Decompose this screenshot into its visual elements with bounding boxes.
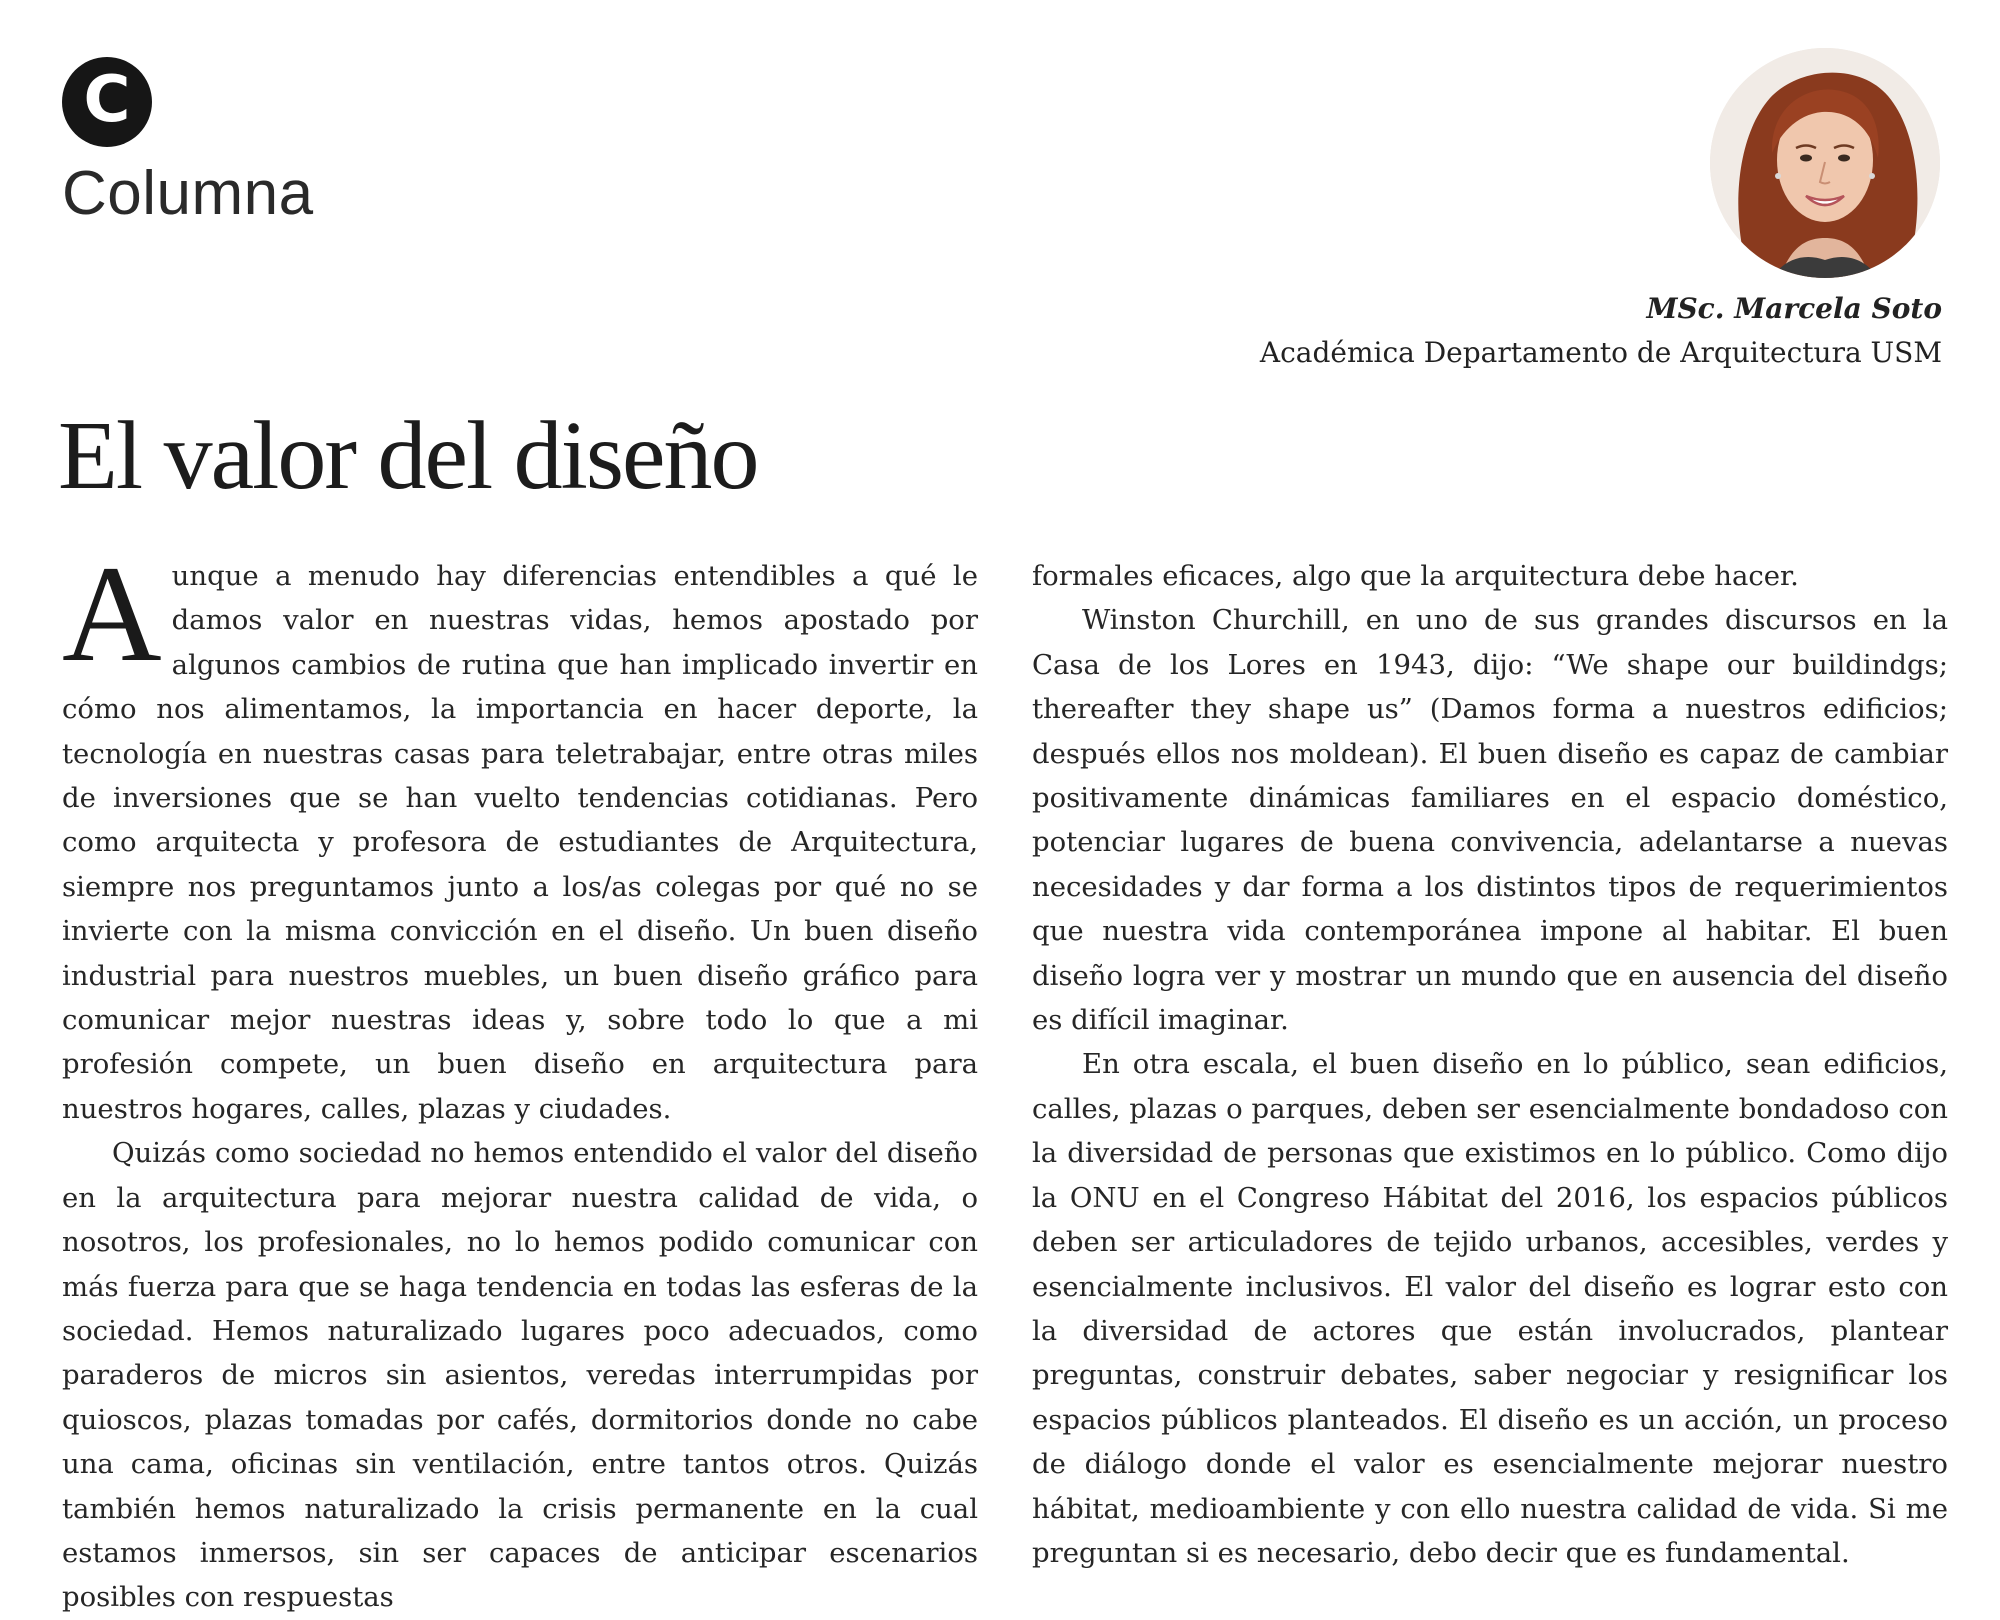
author-name: MSc. Marcela Soto — [1646, 292, 1942, 325]
article-column-left — [62, 537, 978, 1620]
author-role: Académica Departamento de Arquitectura USM — [1259, 336, 1942, 369]
article-paragraph: Quizás como sociedad no hemos entendido el valor del diseño en la arquitectura para mejorar nuestra calidad de vida, o nosotros, los profesionales, no lo hemos podido comunicar con más fuerza para que se haga tendencia en todas las esferas de la sociedad. Hemos naturalizado lugares poco adecuados, como paraderos de micros sin asientos, veredas interrumpidas por quioscos, plazas tomadas por cafés, dormitorios donde no cabe una cama, oficinas sin ventilación, entre tantos otros. Quizás también hemos naturalizado la crisis permanente en la cual estamos inmersos, sin ser capaces de anticipar escenarios posibles con respuestas — [62, 1137, 978, 1614]
article-column-right — [1032, 554, 1948, 1575]
section-badge-letter: C — [83, 63, 131, 137]
section-badge-icon — [62, 57, 152, 147]
article-paragraph: formales eficaces, algo que la arquitectura debe hacer. — [1032, 560, 1799, 592]
article-title: El valor del diseño — [58, 402, 758, 510]
section-name: Columna — [62, 159, 314, 228]
paragraph-text: unque a menudo hay diferencias entendibles a qué le damos valor en nuestras vidas, hemos apostado por algunos cambios de rutina que han implicado invertir en cómo nos alimentamos, la importancia en hacer deporte, la tecnología en nuestras casas para teletrabajar, entre otras miles de inversiones que se han vuelto tendencias cotidianas. Pero como arquitecta y profesora de estudiantes de Arquitectura, siempre nos preguntamos junto a los/as colegas por qué no se invierte con la misma convicción en el diseño. Un buen diseño industrial para nuestros muebles, un buen diseño gráfico para comunicar mejor nuestras ideas y, sobre todo lo que a mi profesión compete, un buen diseño en arquitectura para nuestros hogares, calles, plazas y ciudades. — [62, 560, 978, 1125]
article-paragraph: En otra escala, el buen diseño en lo público, sean edificios, calles, plazas o parques, deben ser esencialmente bondadoso con la diversidad de personas que existimos en lo público. Como dijo la ONU en el Congreso Hábitat del 2016, los espacios públicos deben ser articuladores de tejido urbanos, accesibles, verdes y esencialmente inclusivos. El valor del diseño es lograr esto con la diversidad de actores que están involucrados, plantear preguntas, construir debates, saber negociar y resignificar los espacios públicos planteados. El diseño es un acción, un proceso de diálogo donde el valor es esencialmente mejorar nuestro hábitat, medioambiente y con ello nuestra calidad de vida. Si me preguntan si es necesario, debo decir que es fundamental. — [1032, 1048, 1948, 1569]
article-paragraph: Winston Churchill, en uno de sus grandes discursos en la Casa de los Lores en 1943, dijo: “We shape our buildindgs; thereafter they shape us” (Damos forma a nuestros edificios; después ellos nos moldean). El buen diseño es capaz de cambiar positivamente dinámicas familiares en el espacio doméstico, potenciar lugares de buena convivencia, adelantarse a nuevas necesidades y dar forma a los distintos tipos de requerimientos que nuestra vida contemporánea impone al habitar. El buen diseño logra ver y mostrar un mundo que en ausencia del diseño es difícil imaginar. — [1032, 604, 1948, 1037]
drop-cap: A — [62, 537, 162, 690]
author-portrait-image — [1710, 48, 1940, 278]
article-paragraph — [62, 537, 978, 1131]
